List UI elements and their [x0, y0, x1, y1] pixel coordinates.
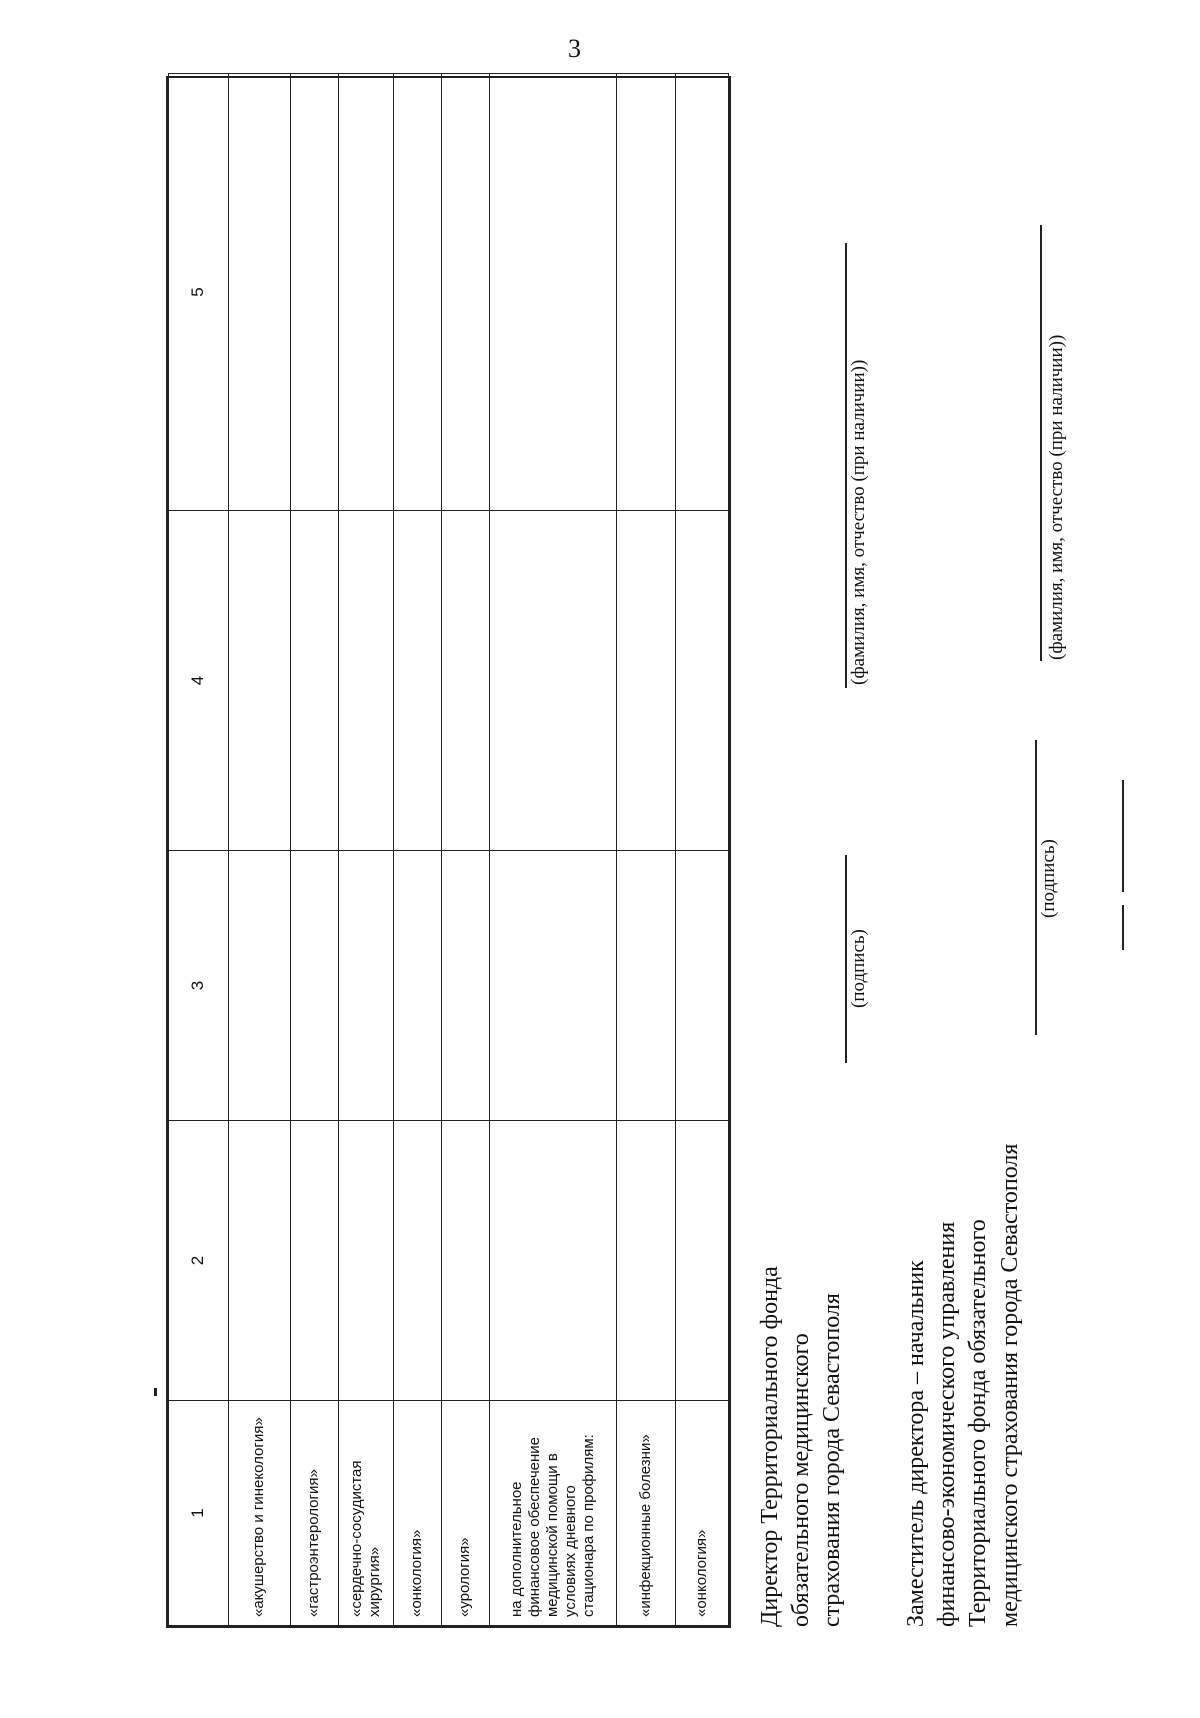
- director-title: [755, 1187, 849, 1627]
- column-header: 1: [169, 1401, 229, 1626]
- column-header: 2: [169, 1121, 229, 1401]
- data-table: [166, 76, 731, 1628]
- table-row: [617, 74, 676, 1626]
- extra-line: [1122, 780, 1124, 892]
- scan-mark: [154, 1388, 157, 1396]
- deputy-signature-caption: (подпись): [1038, 839, 1059, 918]
- table-header-row: [169, 74, 229, 1626]
- extra-line: [1122, 905, 1124, 950]
- table-row: [229, 74, 290, 1626]
- deputy-title: [901, 1107, 1026, 1627]
- table-row: [441, 74, 489, 1626]
- row-label: «урология»: [441, 1401, 489, 1626]
- page-number: 3: [568, 34, 581, 63]
- row-label: на дополнительное финансовое обеспечение медицинской помощи в условиях дневного стационара по профилям:: [490, 1401, 617, 1626]
- deputy-title-line: Заместитель директора – начальник: [903, 1260, 929, 1627]
- deputy-title-line: медицинского страхования города Севастополя: [996, 1143, 1023, 1627]
- director-name-caption: (фамилия, имя, отчество (при наличии)): [848, 359, 869, 685]
- table-row: [338, 74, 393, 1626]
- column-header: 5: [169, 74, 229, 511]
- director-title-line: обязательного медицинского: [788, 1333, 815, 1627]
- row-label: «онкология»: [676, 1401, 729, 1626]
- director-title-line: страхования города Севастополя: [819, 1293, 846, 1627]
- deputy-title-line: финансово-экономического управления: [934, 1221, 961, 1627]
- row-label: «онкология»: [393, 1401, 441, 1626]
- column-header: 3: [169, 851, 229, 1121]
- director-name-line: [845, 243, 847, 688]
- deputy-name-caption: (фамилия, имя, отчество (при наличии)): [1046, 334, 1067, 660]
- table-row: [393, 74, 441, 1626]
- deputy-signature-line: [1035, 740, 1037, 1035]
- director-signature-line: [845, 855, 847, 1063]
- deputy-title-line: Территориального фонда обязательного: [965, 1219, 992, 1627]
- row-label: «гастроэнтерология»: [290, 1401, 338, 1626]
- director-title-line: Директор Территориального фонда: [757, 1266, 783, 1627]
- row-label: «инфекционные болезни»: [617, 1401, 676, 1626]
- deputy-name-line: [1040, 225, 1042, 661]
- table-row: [676, 74, 729, 1626]
- table-row: [290, 74, 338, 1626]
- row-label: «акушерство и гинекология»: [229, 1401, 290, 1626]
- row-label: «сердечно-сосудистая хирургия»: [338, 1401, 393, 1626]
- column-header: 4: [169, 511, 229, 851]
- director-signature-caption: (подпись): [848, 929, 869, 1008]
- table-row: [490, 74, 617, 1626]
